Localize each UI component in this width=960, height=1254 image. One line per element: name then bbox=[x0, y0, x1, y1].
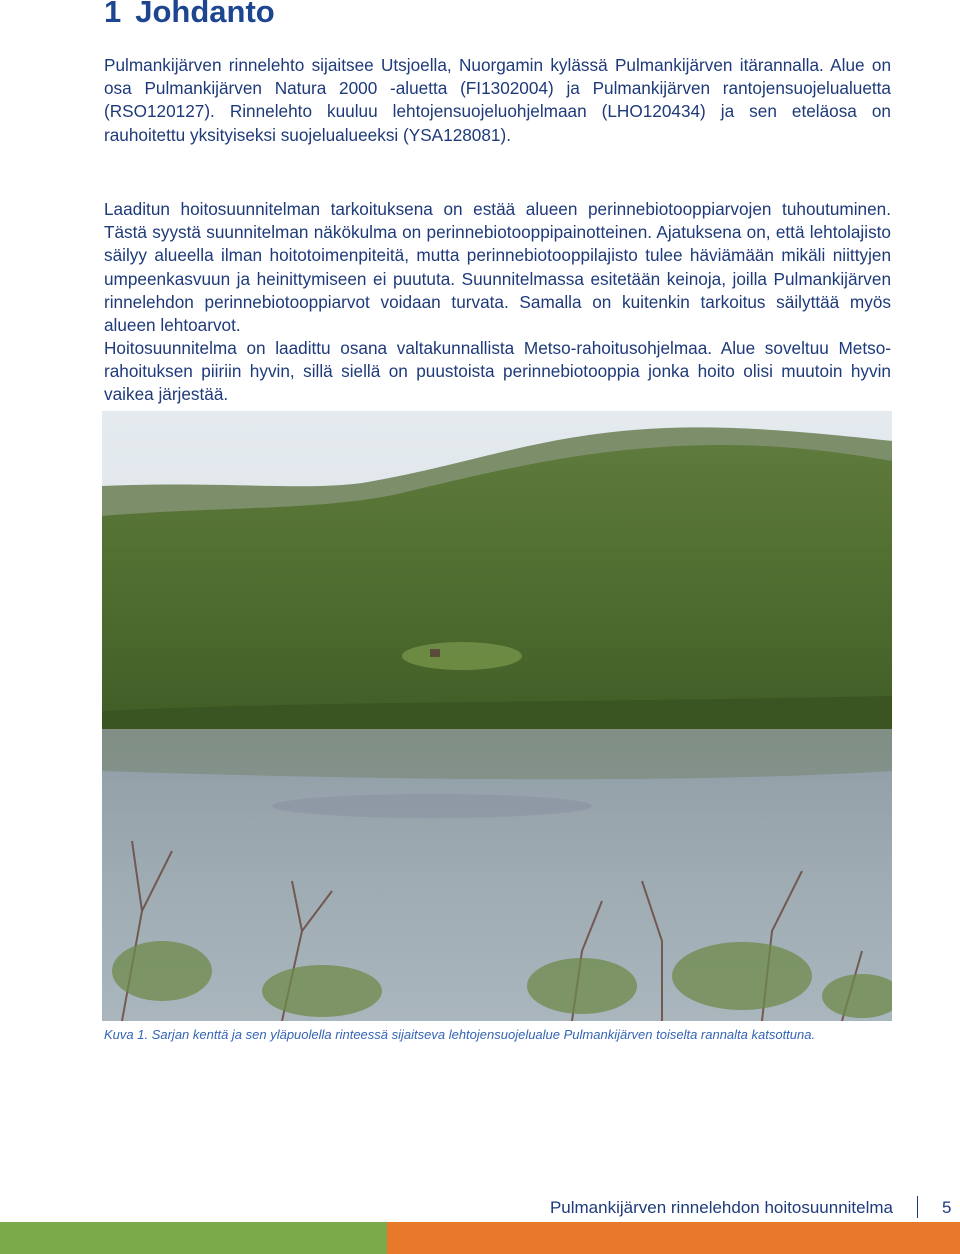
page-number: 5 bbox=[942, 1198, 952, 1217]
landscape-photo bbox=[102, 411, 892, 1021]
heading-number: 1 bbox=[104, 0, 122, 29]
footer-band-orange bbox=[387, 1222, 960, 1254]
paragraph-purpose: Laaditun hoitosuunnitelman tarkoituksena on estää alueen perinnebiotooppiarvojen tuhoutuminen. Tästä syystä suunnitelman näkökulma on perinnebiotooppipainotteinen. Ajatuksena on, että lehtolajisto säilyy alueella ilman hoitotoimenpiteitä, mutta perinnebiotooppilajisto tulee häviämään mikäli niittyjen umpeenkasvuun ja heinittymiseen ei puututa. Suunnitelmassa esitetään keinoja, joilla Pulmankijärven rinnelehdon perinnebiotooppiarvot voidaan turvata. Samalla on kuitenkin tarkoitus säilyttää myös alueen lehtoarvot. bbox=[104, 199, 891, 336]
heading-title: Johdanto bbox=[135, 0, 275, 29]
page-heading bbox=[104, 0, 275, 32]
figure-caption: Kuva 1. Sarjan kenttä ja sen yläpuolella rinteessä sijaitseva lehtojensuojelualue Pulmankijärven toiselta rannalta katsottuna. bbox=[104, 1027, 816, 1042]
footer-separator bbox=[917, 1196, 918, 1218]
paragraph-intro: Pulmankijärven rinnelehto sijaitsee Utsjoella, Nuorgamin kylässä Pulmankijärven itärannalla. Alue on osa Pulmankijärven Natura 2000 -aluetta (FI1302004) ja Pulmankijärven rantojensuojelualuetta (RSO120127). Rinnelehto kuuluu lehtojensuojeluohjelmaan (LHO120434) ja sen eteläosa on rauhoitettu yksityiseksi suojelualueeksi (YSA128081). bbox=[104, 55, 891, 145]
footer-band-green bbox=[0, 1222, 387, 1254]
paragraph-metso: Hoitosuunnitelma on laadittu osana valtakunnallista Metso-rahoitusohjelmaa. Alue soveltuu Metso-rahoituksen piiriin hyvin, sillä siellä on puustoista perinnebiotooppia jonka hoito olisi muutoin hyvin vaikea järjestää. bbox=[104, 338, 891, 405]
footer-document-title: Pulmankijärven rinnelehdon hoitosuunnitelma bbox=[549, 1198, 893, 1217]
